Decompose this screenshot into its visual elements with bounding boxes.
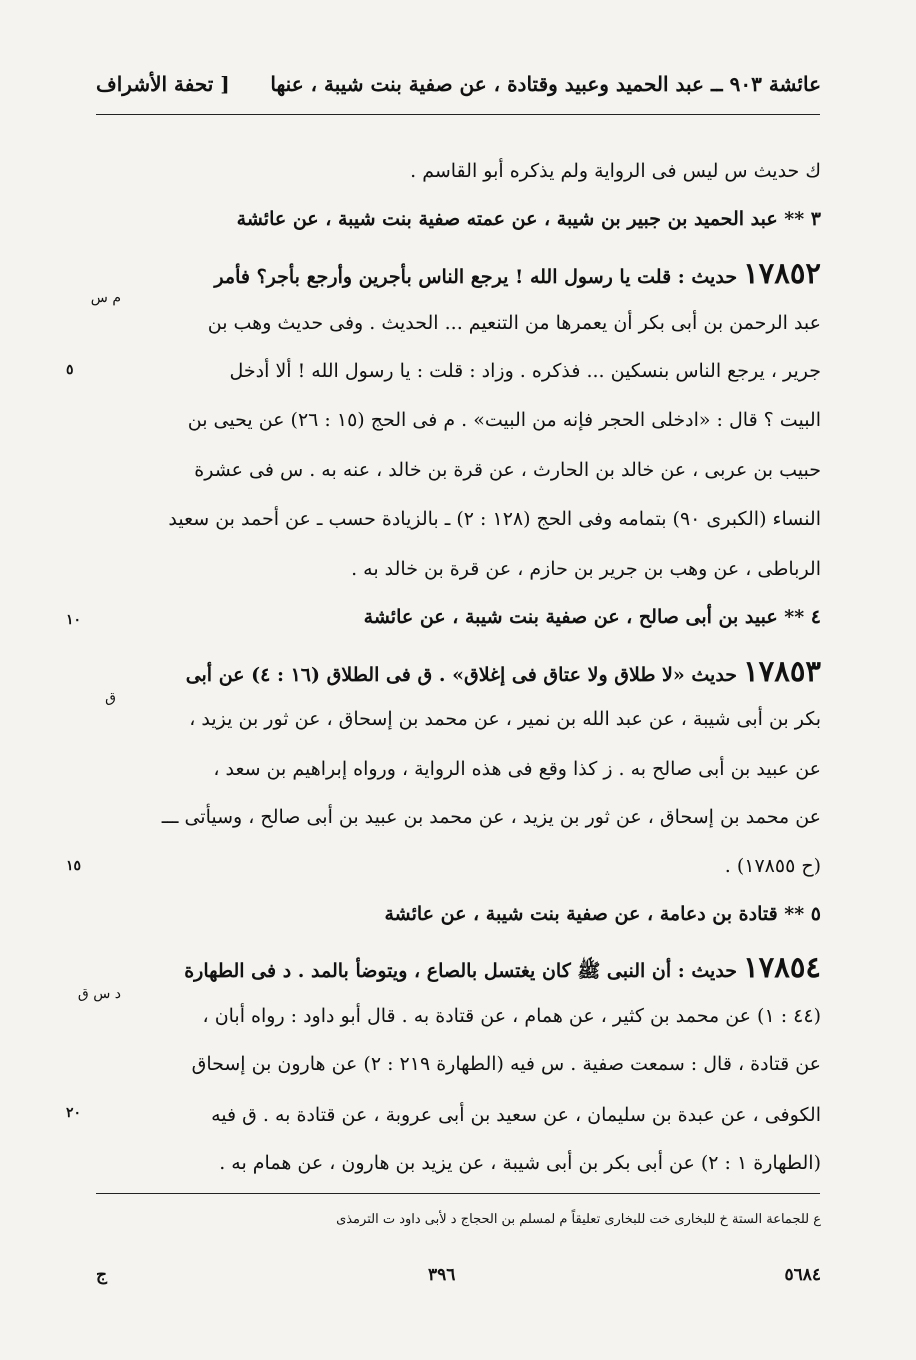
sigla: ق bbox=[105, 690, 116, 706]
text-line: البيت ؟ قال : «ادخلى الحجر فإنه من البيت» . م فى الحج (١٥ : ٢٦) عن يحيى بن bbox=[187, 409, 821, 431]
section-heading: ٣ ** عبد الحميد بن جبير بن شيبة ، عن عمته صفية بنت شيبة ، عن عائشة bbox=[236, 208, 821, 230]
text-line: الرباطى ، عن وهب بن جرير بن حازم ، عن قرة بن خالد به . bbox=[351, 558, 821, 580]
hadith-number: ١٧٨٥٣ bbox=[743, 654, 821, 688]
hadith-number: ١٧٨٥٢ bbox=[743, 256, 821, 290]
header-rule bbox=[96, 114, 820, 115]
line-number: ٢٠ bbox=[66, 1105, 82, 1121]
hadith-text: حديث «لا طلاق ولا عتاق فى إغلاق» . ق فى الطلاق (١٦ : ٤) عن أبى bbox=[185, 664, 738, 686]
sigla: د س ق bbox=[77, 986, 121, 1002]
hadith-line bbox=[184, 950, 821, 987]
section-heading: ٥ ** قتادة بن دعامة ، عن صفية بنت شيبة ، عن عائشة bbox=[384, 903, 821, 925]
footer-number: ٥٦٨٤ bbox=[784, 1265, 821, 1285]
hadith-line bbox=[214, 256, 821, 290]
text-line: (ح ١٧٨٥٥) . bbox=[724, 855, 821, 877]
running-header-title: عائشة ٩٠٣ ــ عبد الحميد وعبيد وقتادة ، عن صفية بنت شيبة ، عنها bbox=[270, 72, 821, 96]
footnote-rule bbox=[96, 1193, 820, 1194]
text-line: ك حديث س ليس فى الرواية ولم يذكره أبو القاسم . bbox=[410, 160, 821, 182]
text-line: بكر بن أبى شيبة ، عن عبد الله بن نمير ، عن محمد بن إسحاق ، عن ثور بن يزيد ، bbox=[189, 708, 821, 730]
footer-mark: ج bbox=[96, 1265, 107, 1285]
hadith-text: حديث : قلت يا رسول الله ! يرجع الناس بأجرين وأرجع بأجر؟ فأمر bbox=[214, 266, 738, 288]
line-number: ١٠ bbox=[66, 612, 82, 628]
hadith-text: حديث : أن النبى ﷺ كان يغتسل بالصاع ، ويتوضأ بالمد . د فى الطهارة bbox=[184, 960, 738, 982]
book-title: [ تحفة الأشراف bbox=[96, 72, 230, 96]
text-line: النساء (الكبرى ٩٠) بتمامه وفى الحج (١٢٨ : ٢) ـ بالزيادة حسب ـ عن أحمد بن سعيد bbox=[168, 508, 821, 530]
text-line: عن عبيد بن أبى صالح به . ز كذا وقع فى هذه الرواية ، ورواه إبراهيم بن سعد ، bbox=[213, 758, 821, 780]
section-heading: ٤ ** عبيد بن أبى صالح ، عن صفية بنت شيبة ، عن عائشة bbox=[363, 606, 821, 628]
page-number: ٣٩٦ bbox=[428, 1265, 456, 1285]
text-line: حبيب بن عربى ، عن خالد بن الحارث ، عن قرة بن خالد ، عنه به . س فى عشرة bbox=[194, 459, 821, 481]
text-line: عن قتادة ، قال : سمعت صفية . س فيه (الطهارة ٢١٩ : ٢) عن هارون بن إسحاق bbox=[191, 1053, 821, 1075]
hadith-number: ١٧٨٥٤ bbox=[743, 950, 821, 984]
text-line: (٤٤ : ١) عن محمد بن كثير ، عن همام ، عن قتادة به . قال أبو داود : رواه أبان ، bbox=[202, 1005, 821, 1027]
text-line: عن محمد بن إسحاق ، عن ثور بن يزيد ، عن محمد بن عبيد بن أبى صالح ، وسيأتى ـــ bbox=[161, 806, 821, 828]
text-line: جرير ، يرجع الناس بنسكين ... فذكره . وزاد : قلت : يا رسول الله ! ألا أدخل bbox=[229, 360, 821, 382]
hadith-line bbox=[186, 654, 821, 688]
sigla: م س bbox=[90, 290, 121, 306]
text-line: الكوفى ، عن عبدة بن سليمان ، عن سعيد بن أبى عروبة ، عن قتادة به . ق فيه bbox=[211, 1104, 821, 1126]
text-line: عبد الرحمن بن أبى بكر أن يعمرها من التنعيم ... الحديث . وفى حديث وهب بن bbox=[207, 312, 821, 334]
text-line: (الطهارة ١ : ٢) عن أبى بكر بن أبى شيبة ، عن يزيد بن هارون ، عن همام به . bbox=[219, 1152, 821, 1174]
abbreviations-footnote: ع للجماعة الستة خ للبخارى خت للبخارى تعليقاً م لمسلم بن الحجاج د لأبى داود ت الترمذى bbox=[336, 1212, 821, 1227]
line-number: ٥ bbox=[66, 362, 74, 378]
line-number: ١٥ bbox=[66, 858, 82, 874]
